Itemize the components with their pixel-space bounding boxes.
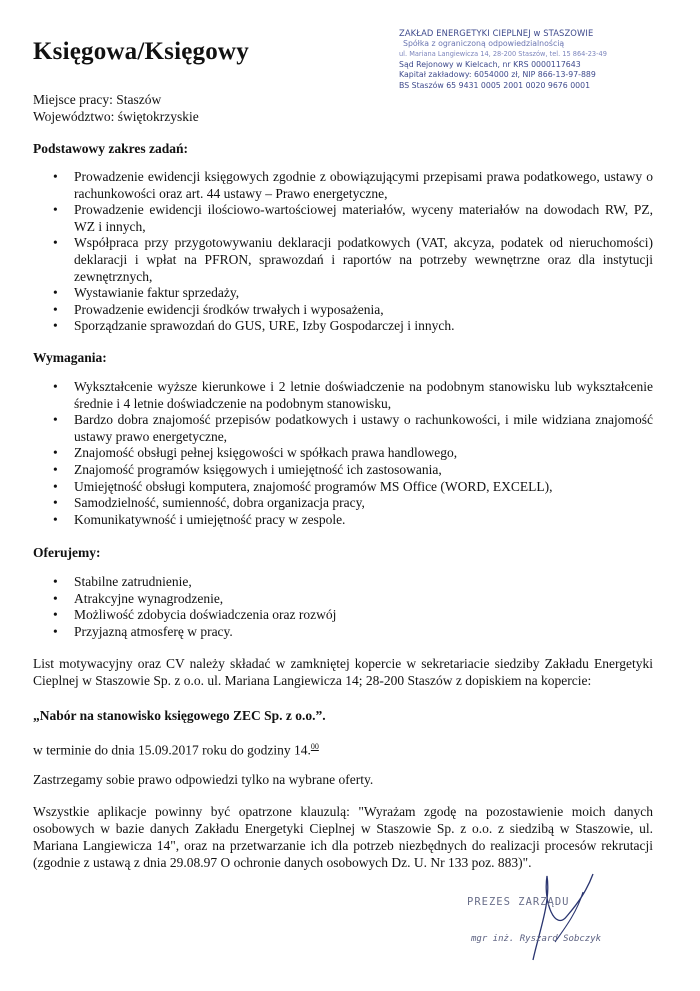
stamp-bank-account: BS Staszów 65 9431 0005 2001 0020 9676 0001 <box>399 80 591 90</box>
list-item: • Możliwość zdobycia doświadczenia oraz rozwój <box>33 607 653 624</box>
deadline <box>33 738 653 759</box>
stamp-company-name: ZAKŁAD ENERGETYKI CIEPLNEJ w STASZOWIE <box>399 28 594 38</box>
list-item: • Stabilne zatrudnienie, <box>33 574 653 591</box>
duties-list <box>33 169 653 335</box>
stamp-address: ul. Mariana Langiewicza 14, 28-200 Staszów, tel. 15 864-23-49 <box>399 50 607 58</box>
list-item: • Samodzielność, sumienność, dobra organizacja pracy, <box>33 495 653 512</box>
reservation-note: Zastrzegamy sobie prawo odpowiedzi tylko na wybrane oferty. <box>33 772 374 787</box>
requirements-list <box>33 379 653 528</box>
job-location: Miejsce pracy: Staszów <box>33 92 162 107</box>
list-item: • Umiejętność obsługi komputera, znajomość programów MS Office (WORD, EXCELL), <box>33 479 653 496</box>
signature-block <box>455 872 655 962</box>
application-instructions: List motywacyjny oraz CV należy składać w zamkniętej kopercie w sekretariacie siedziby Zakładu Energetyki Cieplnej w Staszowie Sp. z o.o. ul. Mariana Langiewicza 14; 28-200 Staszów z dopiskiem na kopercie: <box>33 656 653 688</box>
offer-list <box>33 574 653 640</box>
stamp-court-registry: Sąd Rejonowy w Kielcach, nr KRS 0000117643 <box>399 59 581 69</box>
list-item: • Prowadzenie ewidencji księgowych zgodnie z obowiązującymi przepisami prawa podatkowego, ustawy o rachunkowości oraz art. 44 ustawy – Prawo energetyczne, <box>33 169 653 202</box>
list-item: • Prowadzenie ewidencji środków trwałych i wyposażenia, <box>33 302 653 319</box>
handwritten-signature-icon <box>455 872 655 962</box>
list-item: • Przyjazną atmosferę w pracy. <box>33 624 653 641</box>
list-item: • Sporządzanie sprawozdań do GUS, URE, Izby Gospodarczej i innych. <box>33 318 653 335</box>
list-item: • Atrakcyjne wynagrodzenie, <box>33 591 653 608</box>
stamp-legal-form: Spółka z ograniczoną odpowiedzialnością <box>403 38 565 48</box>
requirements-heading: Wymagania: <box>33 350 107 365</box>
list-item: • Wykształcenie wyższe kierunkowe i 2 letnie doświadczenie na podobnym stanowisku lub wykształcenie średnie i 4 letnie doświadczenie na podobnym stanowisku, <box>33 379 653 412</box>
company-stamp <box>399 28 607 91</box>
list-item: • Bardzo dobra znajomość przepisów podatkowych i ustawy o rachunkowości, i mile widziana znajomość ustawy prawo energetyczne, <box>33 412 653 445</box>
list-item: • Znajomość obsługi pełnej księgowości w spółkach prawa handlowego, <box>33 445 653 462</box>
list-item: • Komunikatywność i umiejętność pracy w zespole. <box>33 512 653 529</box>
signatory-name: mgr inż. Ryszard Sobczyk <box>471 934 602 944</box>
envelope-note: „Nabór na stanowisko księgowego ZEC Sp. z o.o.”. <box>33 708 326 723</box>
job-region: Województwo: świętokrzyskie <box>33 109 199 124</box>
duties-heading: Podstawowy zakres zadań: <box>33 141 188 156</box>
signatory-role: PREZES ZARZĄDU <box>467 896 570 908</box>
deadline-minutes: 00 <box>310 742 319 751</box>
list-item: • Współpraca przy przygotowywaniu deklaracji podatkowych (VAT, akcyza, podatek od nieruchomości) deklaracji i wpłat na PFRON, sprawozdań i raportów na potrzeby wewnętrzne oraz dla instytucji zewnętrznych, <box>33 235 653 285</box>
job-meta <box>33 91 199 125</box>
job-title: Księgowa/Księgowy <box>33 38 249 65</box>
stamp-capital-nip: Kapitał zakładowy: 6054000 zł, NIP 866-13-97-889 <box>399 70 596 79</box>
list-item: • Wystawianie faktur sprzedaży, <box>33 285 653 302</box>
list-item: • Znajomość programów księgowych i umiejętność ich zastosowania, <box>33 462 653 479</box>
consent-clause: Wszystkie aplikacje powinny być opatrzone klauzulą: "Wyrażam zgodę na pozostawienie moich danych osobowych w bazie danych Zakładu Energetyki Cieplnej w Staszowie Sp. z o.o. z siedzibą w Staszowie, ul. Mariana Langiewicza 14", oraz na przetwarzanie ich dla potrzeb niezbędnych do realizacji procesów rekrutacji (zgodnie z ustawą z dnia 29.08.97 O ochronie danych osobowych Dz. U. Nr 133 poz. 883)". <box>33 804 653 870</box>
list-item: • Prowadzenie ewidencji ilościowo-wartościowej materiałów, wyceny materiałów na dowodach RW, PZ, WZ i innych, <box>33 202 653 235</box>
offer-heading: Oferujemy: <box>33 545 101 560</box>
deadline-text: w terminie do dnia 15.09.2017 roku do godziny 14. <box>33 742 311 758</box>
